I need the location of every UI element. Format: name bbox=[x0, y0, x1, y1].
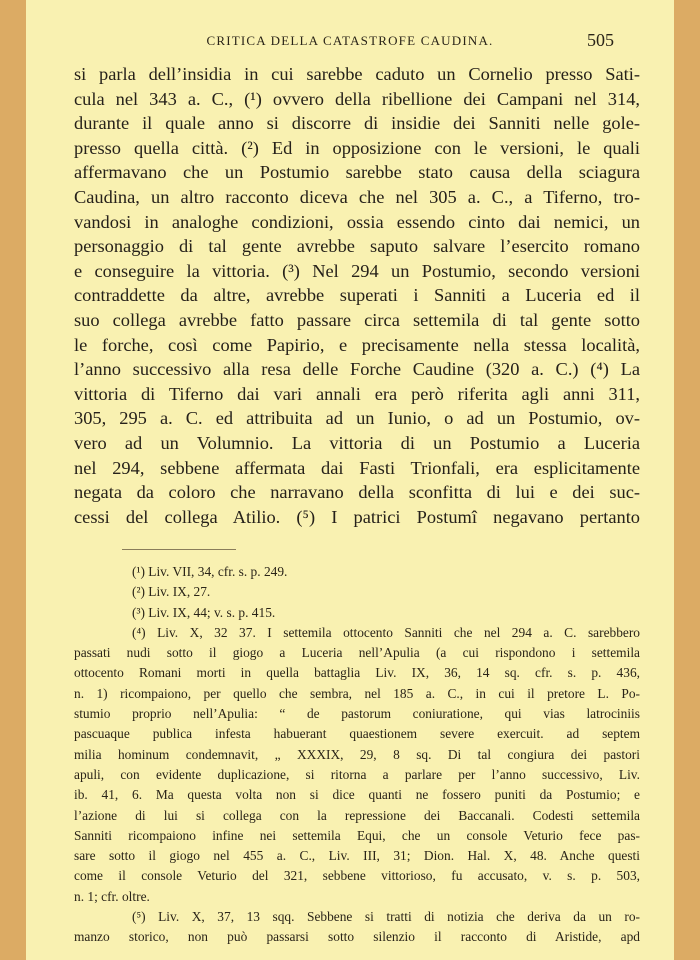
text-line: le forche, così come Papirio, e precisamente nella stessa località, bbox=[74, 334, 640, 355]
footnote-line: sare sotto il giogo nel 455 a. C., Liv. III, 31; Dion. Hal. X, 48. Anche questi bbox=[74, 848, 640, 864]
page-number: 505 bbox=[587, 30, 614, 50]
footnote-line: n. 1) ricompaiono, per quello che sembra, nel 185 a. C., in cui il pretore L. Po- bbox=[74, 685, 640, 701]
footnote-line: (³) Liv. IX, 44; v. s. p. 415. bbox=[132, 604, 276, 620]
text-line: presso quella città. (²) Ed in opposizione con le versioni, le quali bbox=[74, 137, 640, 158]
text-line: nel 294, sebbene affermata dai Fasti Trionfali, era esplicitamente bbox=[74, 457, 640, 478]
text-line: negata da coloro che narravano della sconfitta di lui e dei suc- bbox=[74, 482, 640, 503]
footnote-line: (⁵) Liv. X, 37, 13 sqq. Sebbene si tratti di notizia che deriva da un ro- bbox=[132, 909, 640, 925]
text-line: vandosi in analoghe condizioni, ossia essendo cinto dai nemici, un bbox=[74, 211, 640, 232]
footnote-line: (¹) Liv. VII, 34, cfr. s. p. 249. bbox=[132, 564, 288, 579]
footnote-line: ottocento Romani morti in quella battaglia Liv. IX, 36, 14 sq. cfr. s. p. 436, bbox=[74, 665, 640, 681]
footnote-line: l’azione di lui si collega con la repressione dei Baccanali. Codesti settemila bbox=[74, 807, 640, 823]
text-line: contraddette da altre, avrebbe superati i Sanniti a Luceria ed il bbox=[74, 285, 640, 306]
text-line: l’anno successivo alla resa delle Forche Caudine (320 a. C.) (⁴) La bbox=[74, 359, 640, 380]
text-line: vero ad un Volumnio. La vittoria di un Postumio a Luceria bbox=[74, 432, 640, 453]
footnote-line: Sanniti ricompaiono infine nei settemila Equi, che un console Veturio fece pas- bbox=[74, 827, 640, 843]
page-header bbox=[26, 30, 674, 52]
text-line: personaggio di tal gente avrebbe saputo salvare l’esercito romano bbox=[74, 236, 640, 257]
text-line: affermavano che un Postumio sarebbe stato causa della sciagura bbox=[74, 162, 640, 183]
text-line: durante il quale anno si discorre di insidie dei Sanniti nelle gole- bbox=[74, 113, 640, 134]
text-line: vittoria di Tiferno dai vari annali era però riferita agli anni 311, bbox=[74, 383, 640, 404]
text-line: e conseguire la vittoria. (³) Nel 294 un Postumio, secondo versioni bbox=[74, 260, 640, 281]
footnote-line: milia hominum condemnavit, „ XXXIX, 29, 8 sq. Di tal congiura dei pastori bbox=[74, 746, 640, 762]
footnote-line: (⁴) Liv. X, 32 37. I settemila ottocento Sanniti che nel 294 a. C. sarebbero bbox=[132, 624, 640, 640]
text-line: cessi del collega Atilio. (⁵) I patrici Postumî negavano pertanto bbox=[74, 506, 640, 527]
footnote-line: apuli, con evidente duplicazione, si ritorna a parlare per l’anno successivo, Liv. bbox=[74, 766, 640, 782]
text-line: 305, 295 a. C. ed attribuita ad un Iunio, o ad un Postumio, ov- bbox=[74, 408, 640, 429]
footnote-line: ib. 41, 6. Ma questa volta non si dice quanti ne fossero puniti da Postumio; e bbox=[74, 787, 640, 803]
text-line: suo collega avrebbe fatto passare circa settemila di tal gente sotto bbox=[74, 309, 640, 330]
footnotes bbox=[74, 562, 640, 948]
book-page bbox=[26, 0, 674, 960]
text-line: Caudina, un altro racconto diceva che nel 305 a. C., a Tiferno, tro- bbox=[74, 186, 640, 207]
running-title: CRITICA DELLA CATASTROFE CAUDINA. bbox=[206, 33, 494, 48]
footnote-separator bbox=[122, 549, 236, 550]
footnote-line: manzo storico, non può passarsi sotto silenzio il racconto di Aristide, apd bbox=[74, 929, 640, 945]
footnote-line: (²) Liv. IX, 27. bbox=[132, 584, 211, 600]
footnote-line: stumio proprio nell’Apulia: “ de pastorum coniuratione, qui vias latrociniis bbox=[74, 706, 640, 722]
footnote-line: come il console Veturio del 321, sebbene vittorioso, fu accusato, v. s. p. 503, bbox=[74, 868, 640, 884]
text-line: cula nel 343 a. C., (¹) ovvero della ribellione dei Campani nel 314, bbox=[74, 88, 640, 109]
footnote-line: passati nudi sotto il giogo a Luceria nell’Apulia (a cui rispondono i settemila bbox=[74, 645, 640, 661]
main-text bbox=[74, 62, 640, 529]
footnote-line: pascuaque publica infesta habuerant quaestionem severe exercuit. ad septem bbox=[74, 726, 640, 742]
footnote-line: n. 1; cfr. oltre. bbox=[74, 888, 150, 904]
text-line: si parla dell’insidia in cui sarebbe caduto un Cornelio presso Sati- bbox=[74, 64, 640, 84]
